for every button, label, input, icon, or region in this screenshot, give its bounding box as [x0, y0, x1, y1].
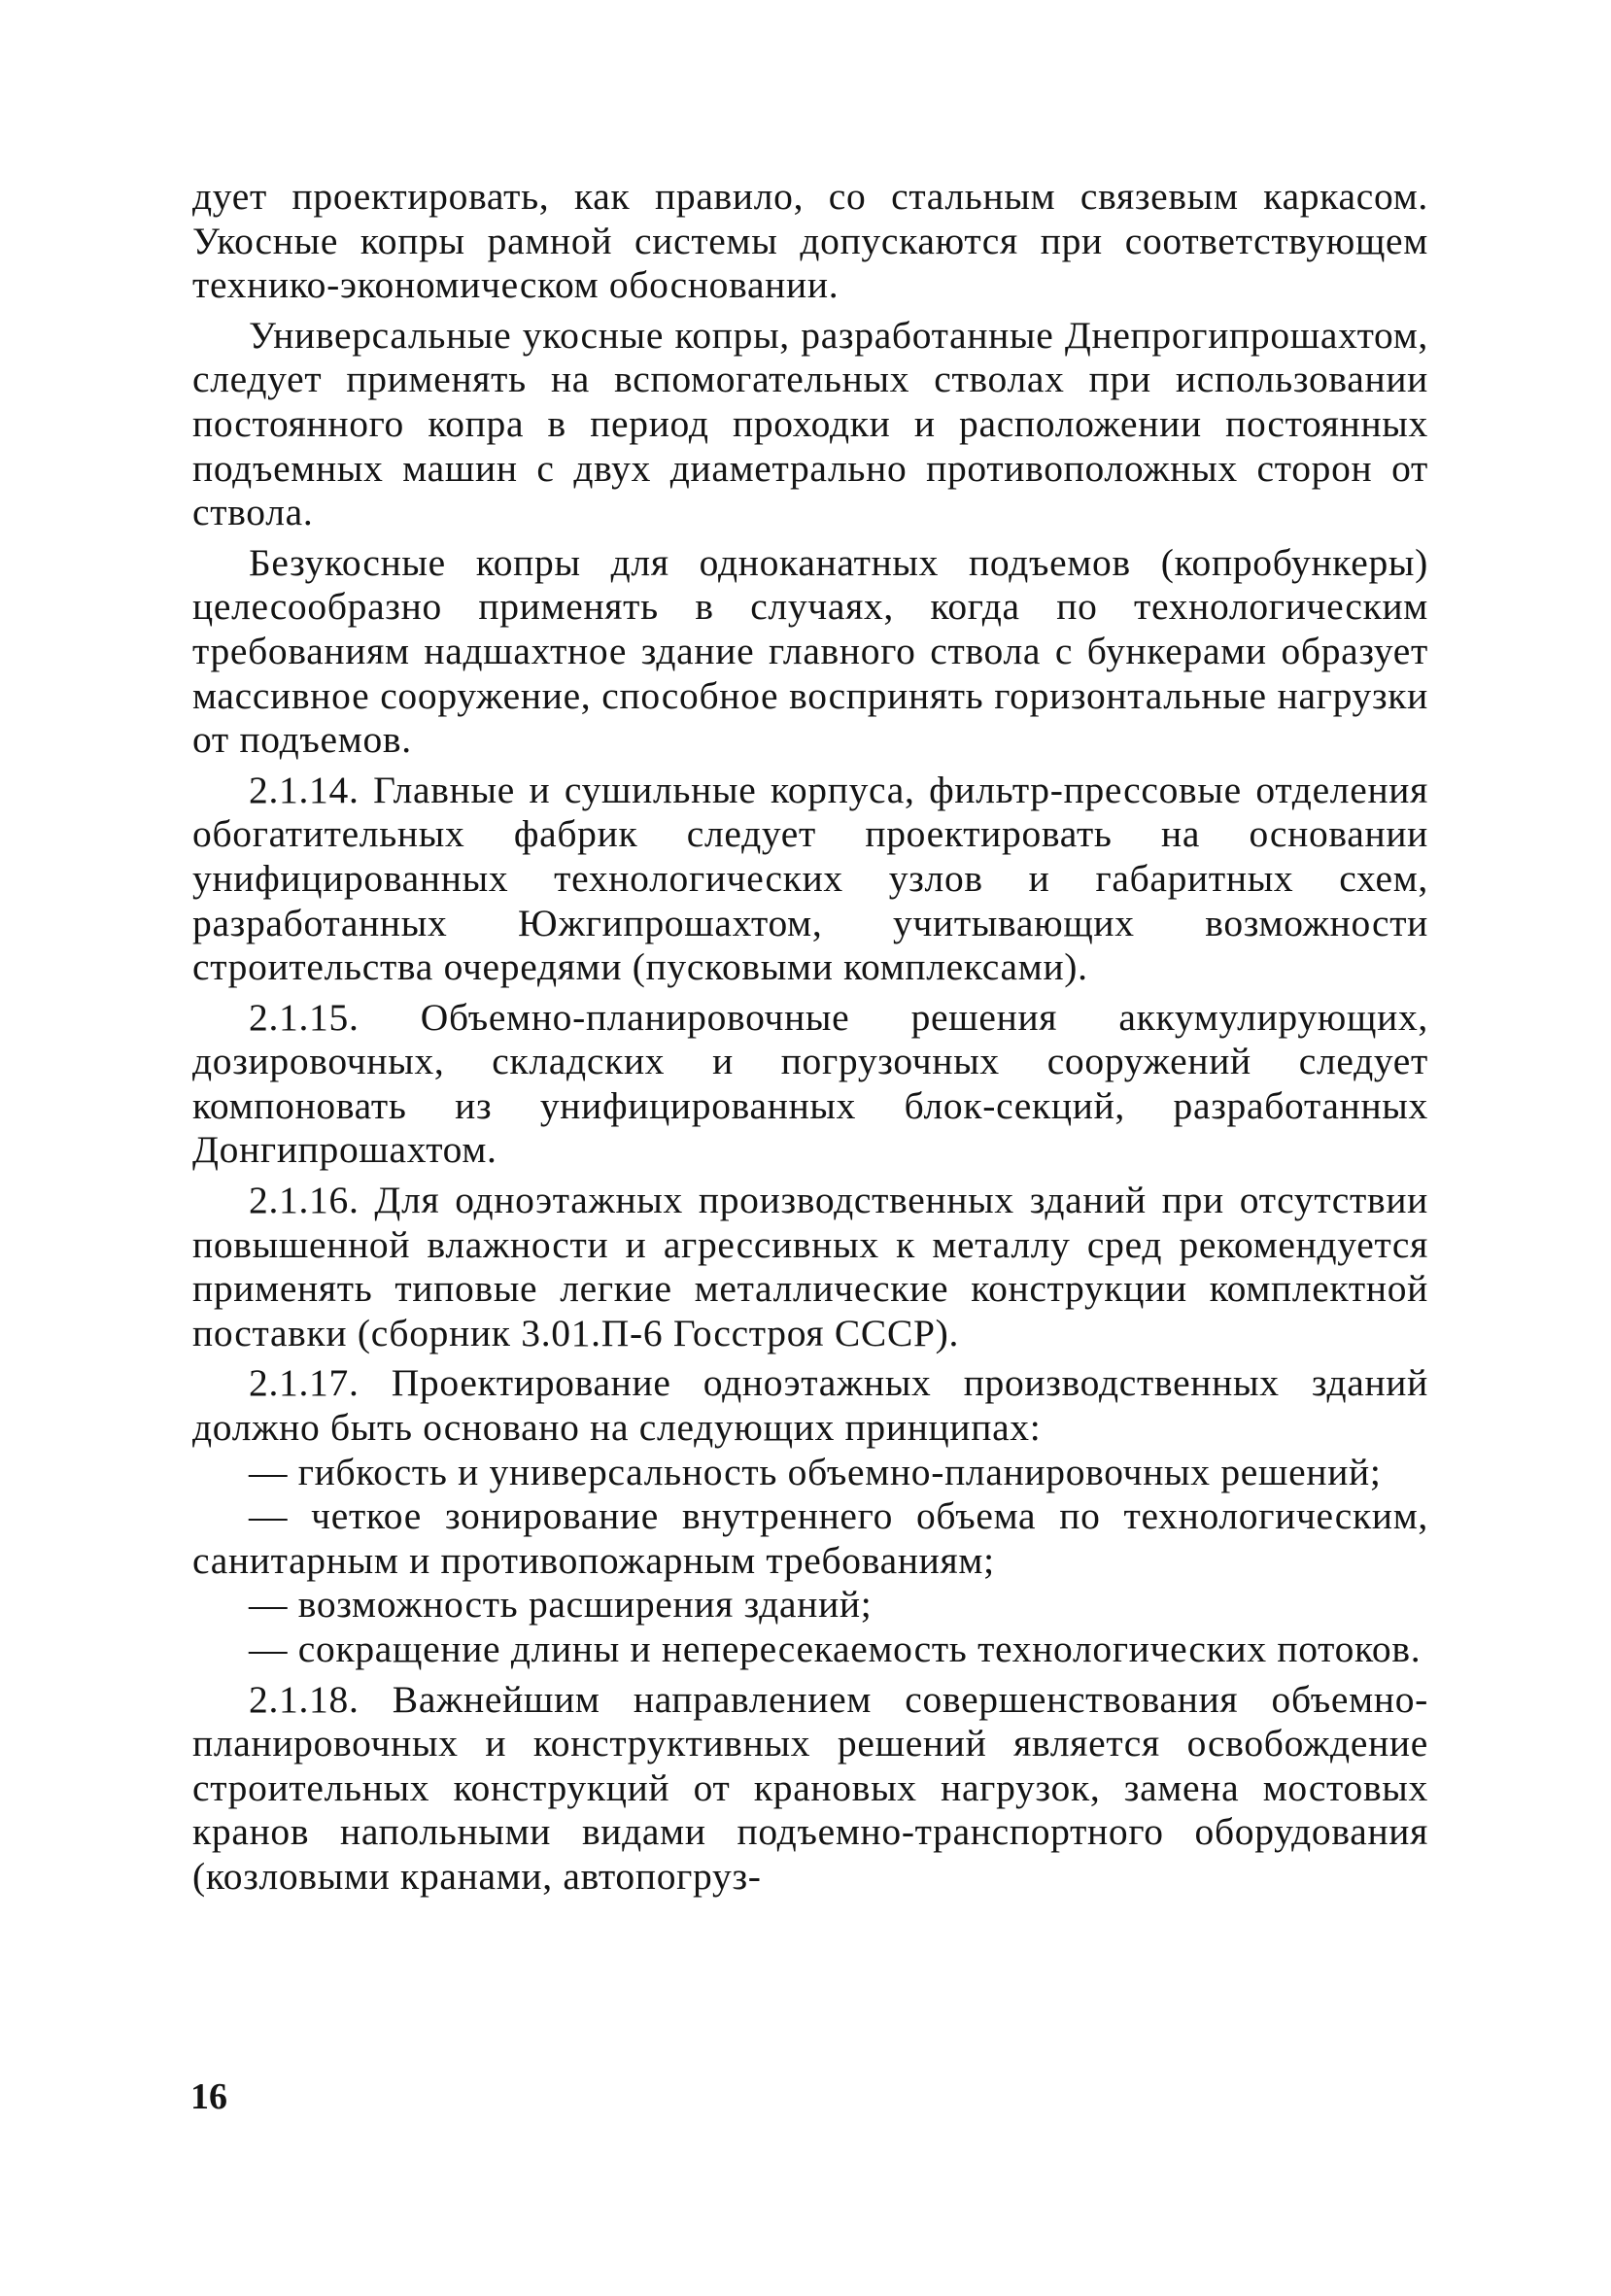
paragraph-2-1-18: 2.1.18. Важнейшим направлением совершенствования объемно-планировочных и конструктивных решений является освобождение строительных конструкций от крановых нагрузок, замена мостовых кранов напольными видами подъемно-транспортного оборудования (козловыми кранами, автопогруз- — [192, 1677, 1428, 1898]
list-item-zoning: — четкое зонирование внутреннего объема по технологическим, санитарным и противопожарным требованиям; — [192, 1494, 1428, 1582]
paragraph-2-1-16: 2.1.16. Для одноэтажных производственных зданий при отсутствии повышенной влажности и агрессивных к металлу сред рекомендуется применять типовые легкие металлические конструкции комплектной поставки (сборник 3.01.П-6 Госстроя СССР). — [192, 1179, 1428, 1354]
paragraph-2-1-15: 2.1.15. Объемно-планировочные решения аккумулирующих, дозировочных, складских и погрузочных сооружений следует компоновать из унифицированных блок-секций, разработанных Донгипрошахтом. — [192, 995, 1428, 1172]
list-item-flexibility: — гибкость и универсальность объемно-планировочных решений; — [249, 1450, 1382, 1493]
page-number: 16 — [190, 2076, 227, 2117]
list-item-flow-reduction: — сокращение длины и непересекаемость технологических потоков. — [249, 1628, 1422, 1670]
paragraph-continuation: дует проектировать, как правило, со стальным связевым каркасом. Укосные копры рамной системы допускаются при соответствующем технико-экономическом обосновании. — [192, 175, 1428, 307]
body-text — [192, 175, 1428, 1900]
paragraph-strutless-headframes: Безукосные копры для одноканатных подъемов (копробункеры) целесообразно применять в случаях, когда по технологическим требованиям надшахтное здание главного ствола с бункерами образует массивное сооружение, способное воспринять горизонтальные нагрузки от подъемов. — [192, 540, 1428, 762]
paragraph-2-1-14: 2.1.14. Главные и сушильные корпуса, фильтр-прессовые отделения обогатительных фабрик следует проектировать на основании унифицированных технологических узлов и габаритных схем, разработанных Южгипрошахтом, учитывающих возможности строительства очередями (пусковыми комплексами). — [192, 768, 1428, 989]
paragraph-universal-headframes: Универсальные укосные копры, разработанные Днепрогипрошахтом, следует применять на вспомогательных стволах при использовании постоянного копра в период проходки и расположении постоянных подъемных машин с двух диаметрально противоположных сторон от ствола. — [192, 313, 1428, 534]
list-item-expansion: — возможность расширения зданий; — [249, 1583, 873, 1627]
paragraph-2-1-17: 2.1.17. Проектирование одноэтажных производственных зданий должно быть основано на следующих принципах: — [192, 1361, 1428, 1450]
